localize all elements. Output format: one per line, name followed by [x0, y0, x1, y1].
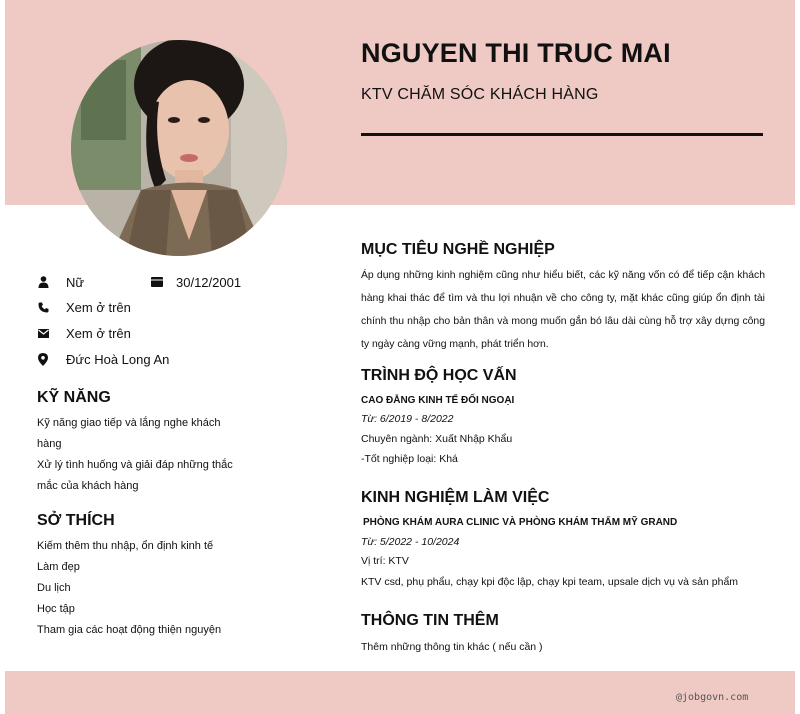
extra-text: Thêm những thông tin khác ( nếu cần ) — [361, 641, 543, 653]
gender-value: Nữ — [66, 274, 85, 290]
location-pin-icon — [37, 352, 49, 366]
phone-row — [37, 297, 131, 317]
company-name: PHÒNG KHÁM AURA CLINIC VÀ PHÒNG KHÁM THẨM MỸ GRAND — [363, 517, 678, 528]
site-watermark: @jobgovn.com — [676, 692, 749, 703]
title-divider — [361, 133, 763, 136]
email-value: Xem ở trên — [66, 325, 131, 341]
skills-heading: KỸ NĂNG — [37, 389, 111, 406]
skill-item: Xử lý tình huống và giải đáp những thắc mắc của khách hàng — [37, 459, 233, 492]
school-name: CAO ĐẲNG KINH TẾ ĐỐI NGOẠI — [361, 395, 515, 406]
job-title: KTV CHĂM SÓC KHÁCH HÀNG — [361, 86, 599, 103]
calendar-icon — [151, 277, 163, 287]
address-row — [37, 349, 169, 369]
education-grade: -Tốt nghiệp loại: Khá — [361, 453, 458, 465]
experience-position: Vị trí: KTV — [361, 555, 409, 567]
experience-period: Từ: 5/2022 - 10/2024 — [361, 536, 460, 548]
hobbies-heading: SỞ THÍCH — [37, 512, 115, 529]
person-icon — [37, 275, 49, 289]
dob-row — [151, 272, 241, 292]
experience-heading: KINH NGHIỆM LÀM VIỆC — [361, 489, 550, 506]
objective-heading: MỤC TIÊU NGHỀ NGHIỆP — [361, 241, 555, 258]
skill-item: Kỹ năng giao tiếp và lắng nghe khách hàng — [37, 417, 221, 450]
email-row — [37, 323, 131, 343]
education-period: Từ: 6/2019 - 8/2022 — [361, 413, 454, 425]
hobby-item: Kiếm thêm thu nhập, ổn định kinh tế — [37, 540, 214, 552]
hobby-item: Học tập — [37, 603, 75, 615]
hobby-item: Tham gia các hoạt động thiện nguyện — [37, 624, 222, 636]
profile-photo — [71, 40, 287, 256]
address-value: Đức Hoà Long An — [66, 351, 170, 367]
hobby-item: Làm đẹp — [37, 561, 80, 573]
candidate-name: NGUYEN THI TRUC MAI — [361, 38, 671, 68]
objective-text: Áp dụng những kinh nghiệm cũng như hiểu biết, các kỹ năng vốn có để tiếp cận khách hàng khai thác để tìm và thu lợi nhuận về cho công ty, mặt khác cũng giúp ổn định tài chính thu nhập cho bản thân và mong muốn gắn bó lâu dài cùng hỗ trợ xây dựng công ty ngày càng vững mạnh, phát triển hơn. — [361, 270, 765, 350]
education-major: Chuyên ngành: Xuất Nhập Khẩu — [361, 433, 513, 445]
dob-value: 30/12/2001 — [176, 274, 242, 290]
mail-icon — [37, 326, 49, 340]
phone-icon — [37, 300, 49, 314]
experience-duties: KTV csd, phụ phẩu, chạy kpi độc lập, chạy kpi team, upsale dịch vụ và sản phẩm — [361, 576, 739, 588]
gender-row — [37, 272, 84, 292]
hobby-item: Du lịch — [37, 582, 71, 594]
extra-heading: THÔNG TIN THÊM — [361, 612, 499, 629]
education-heading: TRÌNH ĐỘ HỌC VẤN — [361, 367, 517, 384]
phone-value: Xem ở trên — [66, 299, 131, 315]
